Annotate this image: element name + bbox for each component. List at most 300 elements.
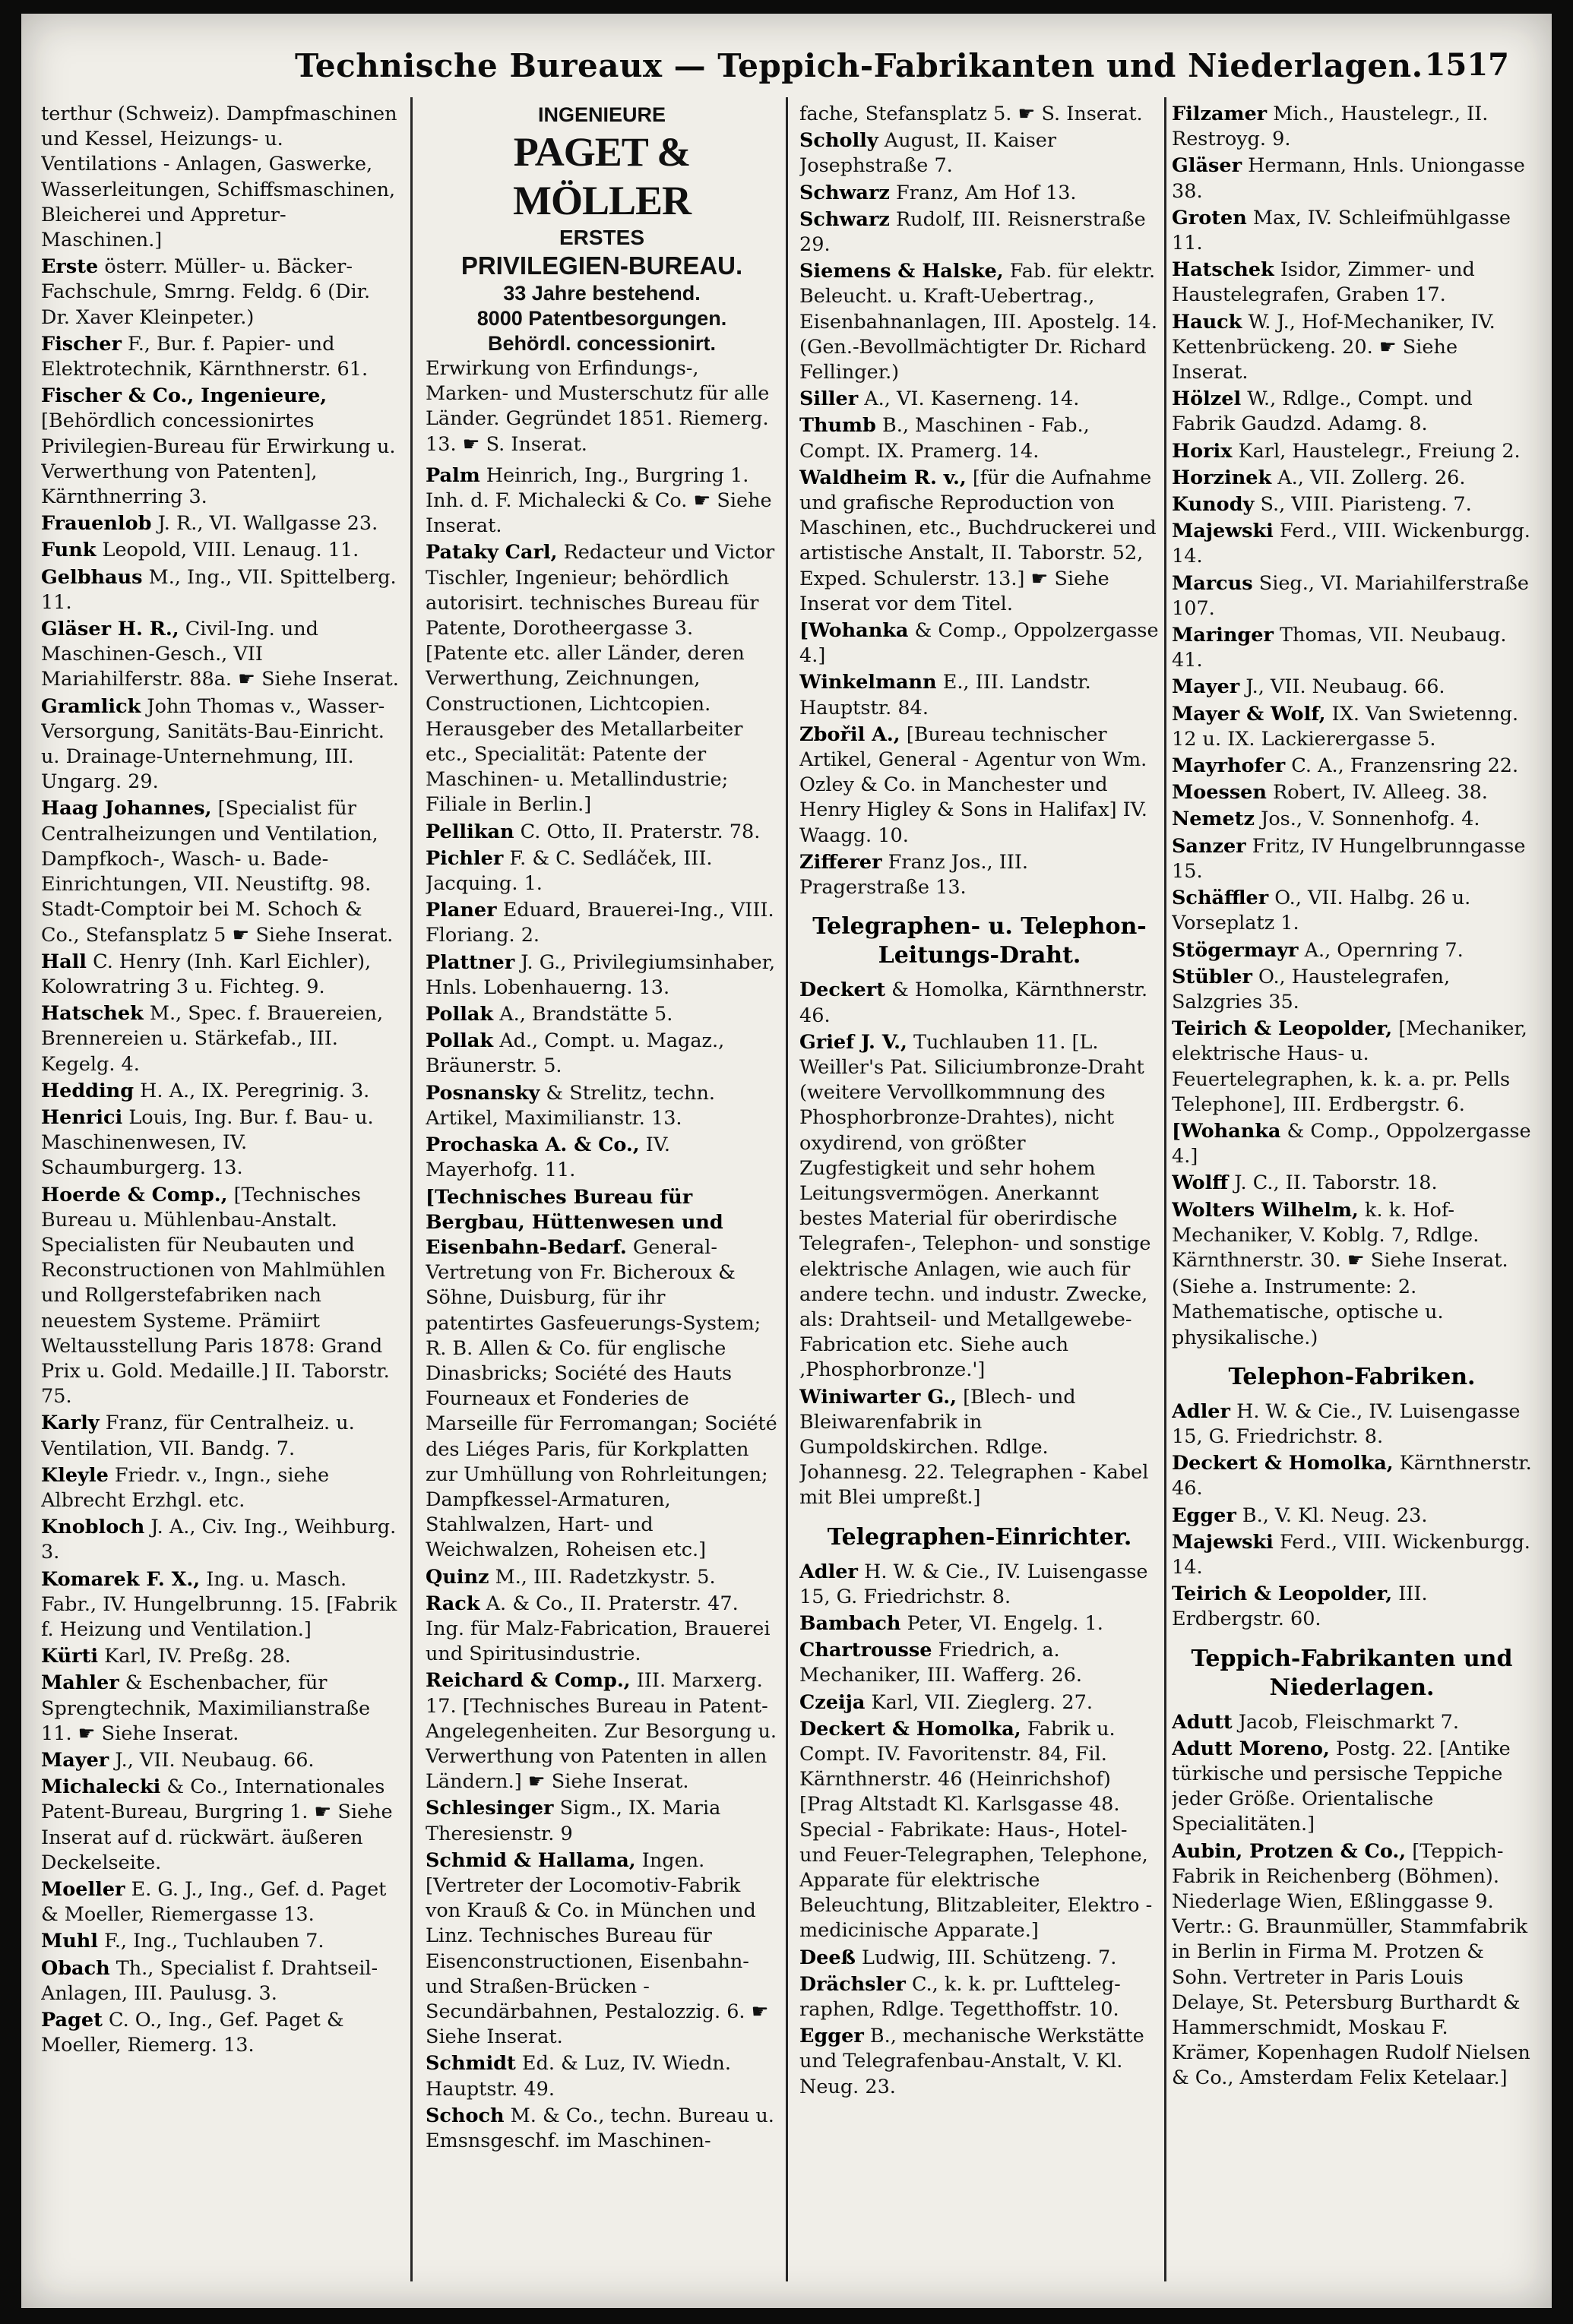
entry-text: Redacteur und Victor Tischler, Ingenieur; behördlich autorisirt. technisches Bureau für Patente, Dorotheergasse 3. [Patente etc. aller Länder, deren Verwerthung, Zeichnungen, Constructionen, Lichtcopien. Herausgeber des Metallarbeiter etc., Specialität: Patente der Maschinen- u. Metallindustrie; Filiale in Berlin.] [426,541,775,817]
entry-name: Thumb [799,414,876,438]
directory-entry [1172,1503,1532,1529]
entry-name: Erste [41,255,99,279]
entry-text: F., Ing., Tuchlauben 7. [104,1930,324,1953]
directory-entry [41,694,401,795]
entry-text: J., VII. Neubaug. 66. [115,1749,315,1772]
entry-text: Louis, Ing. Bur. f. Bau- u. Maschinenwesen, IV. Schaumburgerg. 13. [41,1105,374,1180]
entry-name: Mayer & Wolf, [1172,702,1326,726]
entry-name: Stögermayr [1172,938,1299,962]
entry-name: Palm [426,463,480,487]
entry-text: Jacob, Fleischmarkt 7. [1238,1710,1460,1734]
entry-text: Isidor, Zimmer- und Haustelegrafen, Graben 17. [1172,258,1475,307]
entry-list [426,463,778,2154]
entry-text: Karl, IV. Preßg. 28. [104,1645,291,1668]
entry-name: Schmidt [426,2052,516,2076]
entry-text: österr. Müller- u. Bäcker-Fachschule, Smrng. Feldg. 6 (Dir. Dr. Xaver Kleinpeter.) [41,255,371,329]
directory-entry [799,1690,1160,1715]
entry-text: J. R., VI. Wallgasse 23. [157,512,378,536]
entry-name: Muhl [41,1930,98,1953]
section-heading: Telegraphen- u. Telephon-Leitungs-Draht. [812,913,1147,969]
entry-name: Mahler [41,1671,119,1695]
directory-entry [1172,886,1532,936]
directory-entry [799,850,1160,900]
directory-entry [426,950,778,1001]
entry-text: Heinrich, Ing., Burgring 1. Inh. d. F. Michalecki & Co. ☛ Siehe Inserat. [426,463,772,538]
directory-entry [1172,439,1532,464]
directory-entry [1172,1451,1532,1501]
entry-name: Posnansky [426,1081,540,1105]
entry-text: terthur (Schweiz). Dampfmaschinen und Kessel, Heizungs- u. Ventilations - Anlagen, Gaswerke, Wasserleitungen, Schiffsmaschinen, Bleicherei und Appretur-Maschinen.] [41,103,397,252]
entry-name: Egger [799,2025,864,2048]
entry-text: M., III. Radetzkystr. 5. [495,1565,716,1589]
directory-entry [41,565,401,615]
directory-entry [1172,1171,1532,1196]
entry-text: & Comp., Oppolzergasse 4.] [1172,1119,1531,1168]
directory-entry [799,1946,1160,1971]
entry-text: [Behördlich concessionirtes Privilegien-Bureau für Erwirkung u. Verwerthung von Patenten], Kärnthnerring 3. [41,409,396,509]
entry-name: Adler [1172,1399,1230,1423]
entry-name: Majewski [1172,1530,1274,1554]
entry-list [799,102,1160,900]
entry-name: Zbořil A., [799,722,900,746]
page-header [21,47,1552,93]
entry-text: [Teppich-Fabrik in Reichenberg (Böhmen). Niederlage Wien, Eßlinggasse 9. Vertr.: G. Braunmüller, Stammfabrik in Berlin in Firma M. Protzen & Sohn. Vertreter in Paris Louis Delaye, St. Petersburg Burthardt & Hammerschmidt, Moskau F. Krämer, Kopenhagen Rudolf Nielsen & Co., Amsterdam Felix Ketelaar.] [1172,1839,1530,2090]
entry-text: J. A., Civ. Ing., Weihburg. 3. [41,1516,397,1564]
entry-name: Teirich & Leopolder, [1172,1583,1393,1606]
directory-entry [426,1565,778,1590]
entry-name: Komarek F. X., [41,1567,201,1591]
entry-text: Franz, Am Hof 13. [895,181,1077,204]
entry-name: Czeija [799,1690,866,1714]
entry-text: III. Erdbergstr. 60. [1172,1583,1428,1631]
directory-entry [1172,1017,1532,1118]
entry-list [1172,1710,1532,2092]
directory-entry [41,1001,401,1077]
directory-entry [426,1029,778,1079]
directory-entry [41,255,401,330]
directory-entry [426,1668,778,1794]
directory-entry [799,670,1160,720]
page-sheet [21,14,1552,2308]
entry-list [799,978,1160,1510]
entry-name: Nemetz [1172,808,1255,831]
entry-name: Schwarz [799,207,890,231]
entry-text: M. & Co., techn. Bureau u. Emsnsgeschf. im Maschinen- [426,2104,774,2153]
directory-entry [1172,1530,1532,1580]
directory-entry [1172,675,1532,700]
entry-text: Ing. u. Masch. Fabr., IV. Hungelbrunng. 15. [Fabrik f. Heizung und Ventilation.] [41,1567,397,1641]
directory-entry [1172,807,1532,832]
entry-name: Hauck [1172,310,1242,334]
directory-entry [41,950,401,1000]
column-rule [786,97,788,2281]
directory-entry [41,1515,401,1565]
entry-text: [für die Aufnahme und grafische Reproduction von Maschinen, etc., Buchdruckerei und artistische Anstalt, II. Taborstr. 52, Exped. Schulerstr. 13.] ☛ Siehe Inserat vor dem Titel. [799,466,1157,615]
entry-text: Fab. für elektr. Beleucht. u. Kraft-Uebertrag., Eisenbahnanlagen, III. Apostelg. 14. (Gen.-Bevollmächtigter Dr. Richard Fellinger.) [799,260,1157,384]
entry-text: O., VII. Halbg. 26 u. Vorseplatz 1. [1172,887,1471,935]
entry-name: Gläser H. R., [41,618,179,641]
directory-entry [799,1611,1160,1636]
entry-name: Pichler [426,846,504,870]
entry-text: Fritz, IV Hungelbrunngasse 15. [1172,834,1526,883]
entry-text: Kärnthnerstr. 46. [1172,1452,1532,1500]
directory-entry [426,1133,778,1183]
directory-entry [426,540,778,817]
entry-name: Schäffler [1172,887,1269,910]
entry-name: Teirich & Leopolder, [1172,1017,1393,1041]
entry-text: A., Opernring 7. [1304,938,1464,962]
entry-text: H. W. & Cie., IV. Luisengasse 15, G. Friedrichstr. 8. [799,1560,1148,1608]
entry-text: F., Bur. f. Papier- und Elektrotechnik, Kärnthnerstr. 61. [41,332,369,381]
directory-entry [1172,780,1532,805]
entry-name: Sanzer [1172,834,1246,858]
entry-name: Horix [1172,439,1233,463]
entry-text: [Mechaniker, elektrische Haus- u. Feuertelegraphen, k. k. a. pr. Pells Telephone], III. Erdbergstr. 6. [1172,1017,1527,1116]
directory-entry [799,1972,1160,2022]
directory-entry [426,1081,778,1131]
column-2 [426,102,778,2290]
ad-line: 8000 Patentbesorgungen. [476,307,727,330]
entry-name: Maringer [1172,624,1274,647]
entry-text: [Blech- und Bleiwarenfabrik in Gumpoldskirchen. Rdlge. Johannesg. 22. Telegraphen - Kabel mit Blei umpreßt.] [799,1385,1149,1510]
directory-entry [799,1638,1160,1688]
directory-entry [41,1748,401,1773]
entry-text: A., VII. Zollerg. 26. [1277,466,1466,489]
entry-name: Aubin, Protzen & Co., [1172,1839,1407,1863]
entry-text: C., k. k. pr. Lufttelegraphen, Rdlge. Tegetthoffstr. 10. [799,1972,1121,2022]
entry-text: Thomas, VII. Neubaug. 41. [1172,624,1507,672]
entry-text: III. Marxerg. 17. [Technisches Bureau in Patent-Angelegenheiten. Zur Besorgung u. Verwerthung von Patenten in allen Ländern.] ☛ Siehe Inserat. [426,1669,777,1794]
directory-entry [41,1644,401,1669]
directory-entry [1172,1582,1532,1632]
entry-name: Scholly [799,129,878,153]
entry-text: M., Spec. f. Brauereien, Brennereien u. Stärkefab., III. Kegelg. 4. [41,1002,384,1076]
entry-text: M., Ing., VII. Spittelberg. 11. [41,565,397,614]
directory-entry [426,2104,778,2154]
entry-text: Ferd., VIII. Wickenburgg. 14. [1172,1530,1530,1579]
entry-text: C. Otto, II. Praterstr. 78. [520,820,761,843]
directory-entry [41,796,401,947]
entry-text: Karl, VII. Zieglerg. 27. [871,1690,1093,1714]
entry-name: Deckert & Homolka, [1172,1452,1394,1475]
entry-text: C. A., Franzensring 22. [1291,754,1519,778]
entry-text: A., VI. Kaserneng. 14. [864,387,1080,411]
directory-entry [426,1592,778,1668]
directory-entry [41,102,401,253]
directory-entry [799,181,1160,206]
directory-entry [41,2008,401,2058]
entry-name: Michalecki [41,1775,161,1799]
entry-name: Pellikan [426,820,514,843]
directory-entry [799,1717,1160,1944]
directory-entry [1172,834,1532,884]
entry-text: J. C., II. Taborstr. 18. [1234,1171,1438,1195]
ad-line: PRIVILEGIEN-BUREAU. [461,251,743,280]
entry-name: Wolters Wilhelm, [1172,1198,1359,1222]
entry-name: Rack [426,1592,480,1615]
directory-entry [426,1185,778,1564]
directory-entry [799,102,1160,127]
entry-text: General-Vertretung von Fr. Bicheroux & Söhne, Duisburg, für ihr patentirtes Gasfeuerungs-System; R. B. Allen & Co. für englische Dinasbricks; Société des Hauts Fourneaux et Fonderies de Marseille für Ferromangan; Société des Liéges Paris, für Korkplatten zur Umhüllung von Rohrleitungen; Dampfkessel-Armaturen, Stahlwalzen, Hart- und Weichwalzen, Roheisen etc.] [426,1235,777,1562]
entry-text: O., Haustelegrafen, Salzgries 35. [1172,965,1451,1013]
entry-name: Reichard & Comp., [426,1669,631,1693]
directory-entry [41,384,401,510]
directory-entry [41,332,401,382]
entry-text: W., Rdlge., Compt. und Fabrik Gaudzd. Adamg. 8. [1172,387,1473,436]
entry-name: Fischer & Co., Ingenieure, [41,384,328,408]
entry-name: Fischer [41,332,122,356]
entry-text: Postg. 22. [Antike türkische und persische Teppiche jeder Größe. Orientalische Specialitäten.] [1172,1737,1511,1836]
directory-entry [1172,1839,1532,2092]
entry-name: Mayrhofer [1172,754,1286,778]
entry-text: John Thomas v., Wasser-Versorgung, Sanitäts-Bau-Einricht. u. Drainage-Unternehmung, III. Ungarg. 29. [41,694,385,794]
entry-name: Adler [799,1560,858,1583]
entry-list [1172,1399,1532,1633]
directory-entry [1172,466,1532,491]
entry-name: Prochaska A. & Co., [426,1134,640,1157]
entry-list [1172,102,1532,1351]
entry-text: (Siehe a. Instrumente: 2. Mathematische, optische u. physikalische.) [1172,1276,1444,1349]
ad-company-name: PAGET & MÖLLER [512,129,692,223]
directory-entry [799,413,1160,463]
directory-entry [41,1877,401,1927]
entry-name: Schmid & Hallama, [426,1848,636,1872]
entry-name: [Wohanka [1172,1119,1281,1143]
directory-entry [1172,571,1532,621]
entry-text: Mich., Haustelegr., II. Restroyg. 9. [1172,103,1489,151]
directory-entry [426,820,778,845]
directory-entry [41,1463,401,1513]
entry-name: Quinz [426,1565,489,1589]
directory-entry [426,1002,778,1027]
column-3 [799,102,1160,2290]
directory-entry [1172,965,1532,1015]
entry-text: [Bureau technischer Artikel, General - Agentur von Wm. Ozley & Co. in Manchester und Henry Higley & Sons in Halifax] IV. Waagg. 10. [799,722,1147,847]
directory-entry [1172,1399,1532,1450]
directory-entry [426,898,778,948]
entry-text: August, II. Kaiser Josephstraße 7. [799,129,1057,178]
directory-entry [799,722,1160,849]
entry-name: Adutt Moreno, [1172,1737,1330,1760]
entry-text: E., III. Landstr. Hauptstr. 84. [799,671,1091,719]
directory-entry [41,1411,401,1461]
entry-text: Ed. & Luz, IV. Wiedn. Hauptstr. 49. [426,2052,731,2101]
entry-text: Peter, VI. Engelg. 1. [907,1611,1103,1635]
entry-name: Siemens & Halske, [799,260,1004,283]
directory-entry [41,1956,401,2006]
ad-line: INGENIEURE [537,103,666,126]
entry-name: Funk [41,539,97,562]
directory-entry [41,1929,401,1954]
entry-text: Robert, IV. Alleeg. 38. [1273,781,1488,805]
entry-text: Karl, Haustelegr., Freiung 2. [1238,439,1521,463]
entry-name: Mayer [1172,675,1240,699]
directory-entry [41,617,401,693]
running-title: Technische Bureaux — Teppich-Fabrikanten und Niederlagen. [295,47,1423,84]
entry-name: Haag Johannes, [41,797,212,821]
entry-name: Kunody [1172,493,1255,517]
entry-name: Schlesinger [426,1797,554,1820]
entry-name: Winkelmann [799,671,937,694]
entry-text: Sieg., VI. Mariahilferstraße 107. [1172,571,1529,620]
entry-name: [Technisches Bureau für Bergbau, Hüttenwesen und Eisenbahn-Bedarf. [426,1185,723,1259]
entry-text: fache, Stefansplatz 5. ☛ S. Inserat. [799,103,1143,125]
advertisement-paget-moeller [426,102,778,457]
entry-text: [Specialist für Centralheizungen und Ventilation, Dampfkoch-, Wasch- u. Bade-Einrichtungen, VII. Neustiftg. 98. Stadt-Comptoir bei M. Schoch & Co., Stefansplatz 5 ☛ Siehe Inserat. [41,797,394,947]
section-heading: Teppich-Fabrikanten und Niederlagen. [1191,1645,1513,1701]
entry-text: k. k. Hof-Mechaniker, V. Koblg. 7, Rdlge. Kärnthnerstr. 30. ☛ Siehe Inserat. [1172,1198,1508,1272]
ad-line: 33 Jahre bestehend. [503,282,701,305]
directory-entry [1172,1710,1532,1735]
entry-name: Planer [426,899,497,922]
directory-entry [799,2024,1160,2100]
entry-text: A. & Co., II. Praterstr. 47. Ing. für Malz-Fabrication, Brauerei und Spiritusindustrie. [426,1592,771,1666]
entry-text: Leopold, VIII. Lenaug. 11. [102,539,359,562]
directory-entry [426,1848,778,2050]
column-1 [41,102,401,2290]
entry-text: & Eschenbacher, für Sprengtechnik, Maximilianstraße 11. ☛ Siehe Inserat. [41,1671,371,1745]
entry-name: Bambach [799,1611,901,1635]
entry-name: Grief J. V., [799,1030,907,1054]
directory-entry [426,463,778,539]
entry-name: Mayer [41,1749,109,1772]
directory-entry [41,1775,401,1876]
entry-name: Stübler [1172,965,1252,988]
entry-text: J. G., Privilegiumsinhaber, Hnls. Lobenhauerng. 13. [426,950,776,999]
entry-text: B., Maschinen - Fab., Compt. IX. Pramerg. 14. [799,414,1090,463]
entry-text: IX. Van Swietenng. 12 u. IX. Lackierergasse 5. [1172,702,1519,751]
entry-text: C. Henry (Inh. Karl Eichler), Kolowratring 3 u. Fichteg. 9. [41,950,372,998]
directory-entry [1172,258,1532,308]
ad-line: ERSTES [559,226,645,249]
directory-entry [1172,206,1532,256]
entry-name: Drächsler [799,1972,906,1996]
entry-text: S., VIII. Piaristeng. 7. [1260,493,1472,517]
entry-text: C. O., Ing., Gef. Paget & Moeller, Riemerg. 13. [41,2009,344,2057]
entry-text: Franz Jos., III. Pragerstraße 13. [799,850,1029,900]
entry-name: Kürti [41,1645,99,1668]
directory-entry [799,466,1160,617]
directory-entry [799,978,1160,1028]
entry-name: Gelbhaus [41,565,143,589]
directory-entry [1172,1198,1532,1274]
entry-text: [Technisches Bureau u. Mühlenbau-Anstalt. Specialisten für Neubauten und Reconstructionen von Mahlmühlen und Rollgerstefabriken nach neuestem Systeme. Prämiirt Weltausstellung Paris 1878: Grand Prix u. Gold. Medaille.] II. Taborstr. 75. [41,1183,390,1409]
directory-entry [41,1105,401,1181]
entry-text: F. & C. Sedláček, III. Jacquing. 1. [426,846,713,896]
entry-name: Zifferer [799,850,882,874]
entry-name: Waldheim R. v., [799,466,967,489]
entry-text: Jos., V. Sonnenhofg. 4. [1261,808,1480,831]
section-heading: Telephon-Fabriken. [1228,1363,1476,1390]
entry-text: Max, IV. Schleifmühlgasse 11. [1172,206,1511,255]
entry-text: Eduard, Brauerei-Ing., VIII. Floriang. 2. [426,899,774,947]
entry-name: Plattner [426,950,515,974]
entry-name: Deckert [799,979,885,1002]
entry-name: Pollak [426,1029,494,1053]
section-heading: Telegraphen-Einrichter. [827,1523,1132,1551]
entry-name: Egger [1172,1503,1236,1527]
directory-entry [41,1671,401,1747]
directory-entry [1172,702,1532,752]
entry-name: Paget [41,2009,103,2032]
column-rule [1164,97,1166,2281]
entry-name: Hall [41,950,87,973]
directory-entry [41,1183,401,1410]
entry-text: E. G. J., Ing., Gef. d. Paget & Moeller, Riemergasse 13. [41,1878,387,1927]
entry-name: Hoerde & Comp., [41,1183,228,1206]
entry-text: Civil-Ing. und Maschinen-Gesch., VII Mariahilferstr. 88a. ☛ Siehe Inserat. [41,618,399,691]
entry-name: Schwarz [799,181,890,204]
directory-entry [1172,938,1532,963]
entry-text: Ferd., VIII. Wickenburgg. 14. [1172,520,1530,568]
directory-entry [799,618,1160,669]
entry-name: Deckert & Homolka, [799,1717,1021,1741]
directory-entry [799,1385,1160,1511]
directory-entry [41,1079,401,1104]
directory-entry [1172,310,1532,386]
entry-name: Gläser [1172,154,1242,178]
directory-entry [426,2051,778,2101]
directory-entry [1172,387,1532,437]
entry-text: IV. Mayerhofg. 11. [426,1134,670,1182]
entry-name: Winiwarter G., [799,1385,957,1409]
entry-text: H. A., IX. Peregrinig. 3. [140,1079,370,1102]
column-4 [1172,102,1532,2290]
entry-name: Chartrousse [799,1639,932,1662]
entry-name: Obach [41,1956,110,1980]
entry-name: Henrici [41,1105,123,1129]
directory-entry [1172,623,1532,673]
directory-entry [799,207,1160,258]
entry-text: Friedr. v., Ingn., siehe Albrecht Erzhgl. etc. [41,1463,330,1512]
entry-name: Hölzel [1172,387,1242,411]
entry-text: B., V. Kl. Neug. 23. [1242,1503,1428,1527]
entry-name: Wolff [1172,1171,1229,1195]
directory-entry [426,1796,778,1846]
entry-name: Majewski [1172,520,1274,543]
entry-name: Horzinek [1172,466,1272,489]
entry-list [41,102,401,2058]
directory-entry [799,1030,1160,1383]
entry-name: Moessen [1172,781,1267,805]
entry-name: Marcus [1172,571,1253,595]
directory-entry [1172,1737,1532,1838]
entry-text: W. J., Hof-Mechaniker, IV. Kettenbrückeng. 20. ☛ Siehe Inserat. [1172,310,1495,384]
entry-text: A., Brandstätte 5. [499,1003,673,1026]
entry-text: Tuchlauben 11. [L. Weiller's Pat. Siliciumbronze-Draht (weitere Vervollkommnung des Phosphorbronze-Drahtes), nicht oxydirend, von größter Zugfestigkeit und sehr hohem Leitungsvermögen. Anerkannt bestes Material für oberirdische Telegrafen-, Telephon- und sonstige elektrische Anlagen, wie auch für andere techn. und industr. Zwecke, als: Drahtseil- und Metallgewebe-Fabrication etc. Siehe auch ‚Phosphorbronze.'] [799,1030,1151,1382]
entry-name: Deeß [799,1946,856,1969]
entry-name: Gramlick [41,694,141,718]
directory-entry [41,511,401,536]
entry-text: Sigm., IX. Maria Theresienstr. 9 [426,1797,721,1845]
entry-name: Hedding [41,1079,135,1102]
entry-name: Adutt [1172,1710,1233,1734]
entry-name: Kleyle [41,1463,109,1487]
entry-text: Hermann, Hnls. Uniongasse 38. [1172,154,1525,203]
entry-text: & Strelitz, techn. Artikel, Maximilianstr. 13. [426,1081,715,1130]
entry-text: Franz, für Centralheiz. u. Ventilation, VII. Bandg. 7. [41,1412,355,1460]
entry-name: Frauenlob [41,512,152,536]
directory-entry [799,259,1160,385]
entry-text: Friedrich, a. Mechaniker, III. Wafferg. 26. [799,1639,1082,1687]
directory-entry [799,1560,1160,1610]
directory-entry [1172,492,1532,517]
entry-text: Ludwig, III. Schützeng. 7. [862,1946,1117,1969]
directory-entry [1172,1275,1532,1351]
directory-entry [41,538,401,563]
entry-text: & Comp., Oppolzergasse 4.] [799,619,1159,668]
entry-text: & Homolka, Kärnthnerstr. 46. [799,979,1148,1027]
